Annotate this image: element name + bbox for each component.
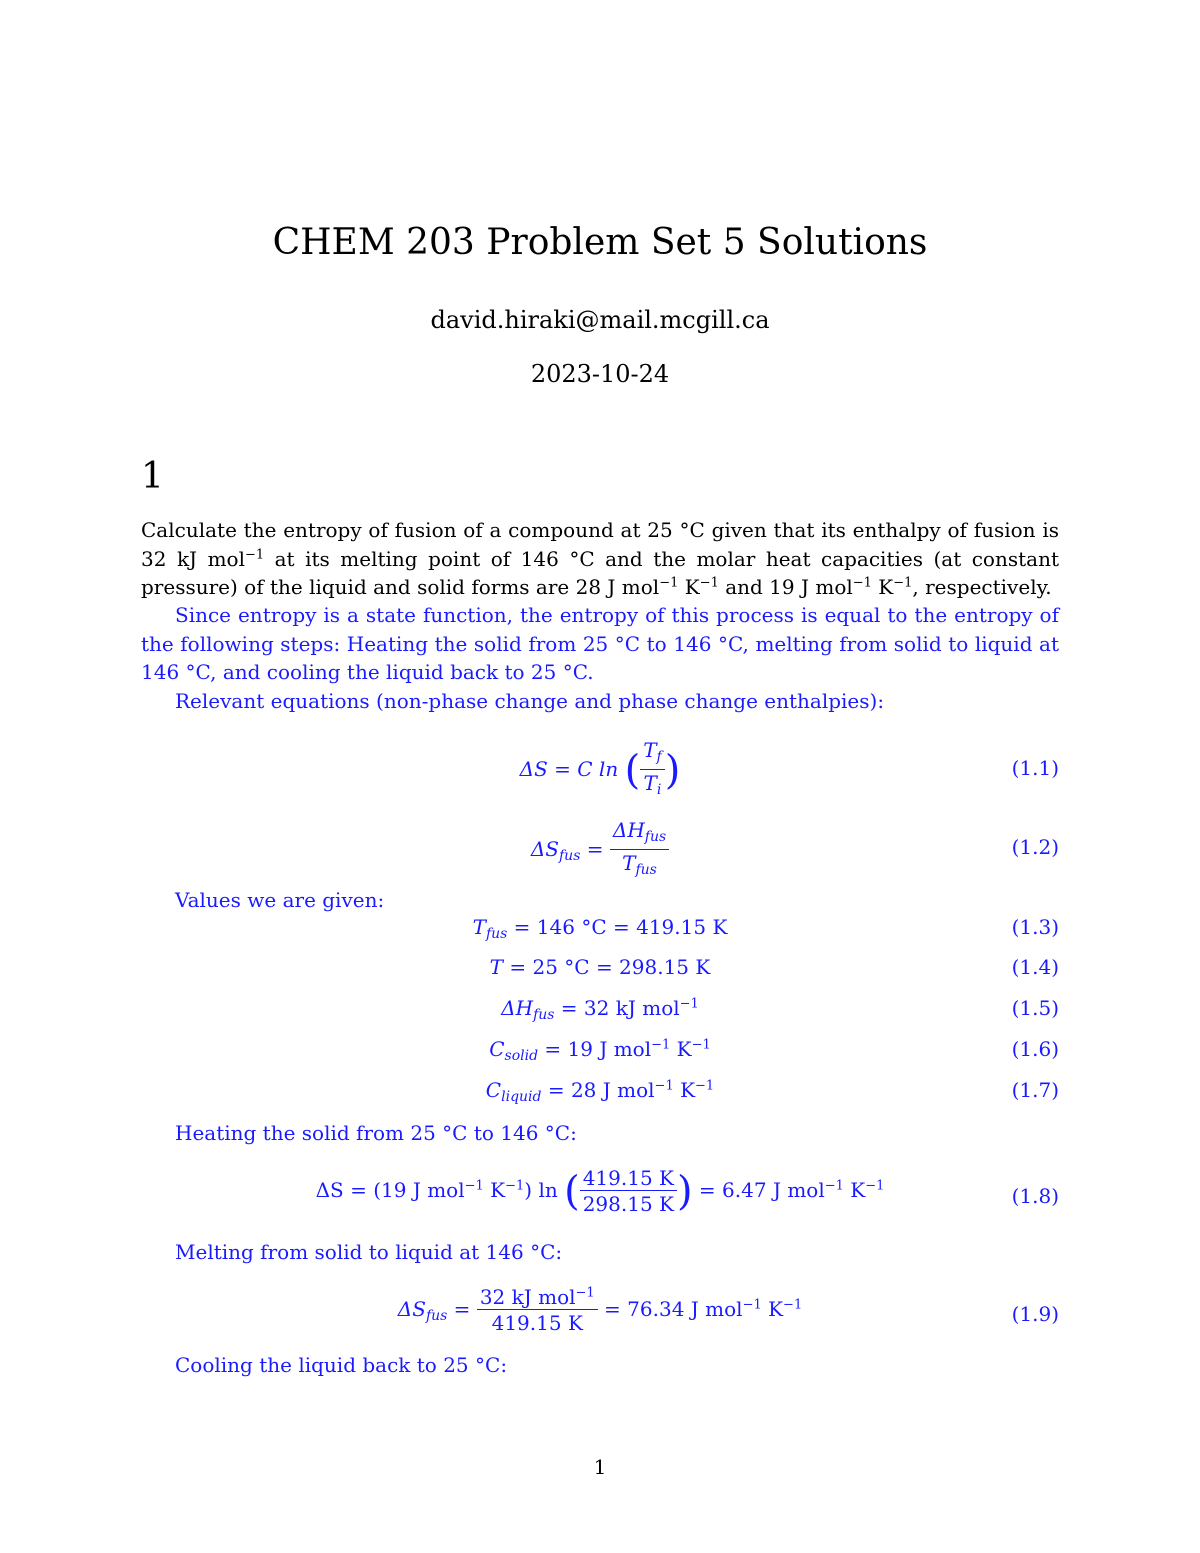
equation-number: (1.6) [1011, 1037, 1059, 1061]
equation-number: (1.5) [1011, 996, 1059, 1020]
equation-number: (1.8) [1011, 1184, 1059, 1208]
melting-step-label: Melting from solid to liquid at 146 °C: [175, 1240, 563, 1264]
page-number: 1 [593, 1455, 607, 1479]
cooling-step-label: Cooling the liquid back to 25 °C: [175, 1353, 508, 1377]
solution-intro: Since entropy is a state function, the entropy of this process is equal to the entropy of the following steps: Heating the solid from 25 °C to 146 °C, melting from solid to liquid at 146 °C, and cooling the liquid back to 25 °C. [141, 603, 1059, 684]
equation-number: (1.1) [1011, 756, 1059, 780]
author-email: david.hiraki@mail.mcgill.ca [430, 306, 770, 334]
equation-number: (1.4) [1011, 955, 1059, 979]
equation-1-9: $\Delta S_{fus}$ = $\frac{32 kJ mol^{-1}}{419.15 K}$ = 76.34 J mol$^{-1}$ $K^{-1}$ (1.9) [397, 1285, 1059, 1335]
document-title: CHEM 203 Problem Set 5 Solutions [272, 222, 928, 263]
equation-1-1: ΔS = C ln ( $\frac{T_f}{T_i}$ ) (1.1) [519, 738, 1059, 798]
equation-number: (1.9) [1011, 1302, 1059, 1326]
equation-1-8: ΔS = (19 J mol$^{-1}$ $K^{-1}$) ln ( $\frac{419.15 K}{298.15 K}$ ) = 6.47 J mol$^{-1}$ $K^{-1}$ (1.8) [315, 1166, 1059, 1216]
equation-1-2: $\Delta S_{fus}$ = $\frac{\Delta H_{fus}}{T_{fus}}$ (1.2) [530, 818, 1059, 878]
equation-number: (1.2) [1011, 835, 1059, 859]
given-values-label: Values we are given: [175, 888, 385, 912]
document-date: 2023-10-24 [530, 360, 670, 388]
problem-statement: Calculate the entropy of fusion of a compound at 25 °C given that its enthalpy of fusion is 32 kJ mol$^{-1}$ at its melting point of 146 °C and the molar heat capacities (at constant pressure) of the liquid and solid forms are 28 J mol$^{-1}$ $K^{-1}$ and 19 J mol$^{-1}$ $K^{-1}$, respectively. [141, 518, 1059, 599]
relevant-equations-label: Relevant equations (non-phase change and phase change enthalpies): [175, 689, 885, 713]
heating-step-label: Heating the solid from 25 °C to 146 °C: [175, 1121, 577, 1145]
equation-number: (1.3) [1011, 915, 1059, 939]
equation-number: (1.7) [1011, 1078, 1059, 1102]
section-number: 1 [141, 456, 164, 497]
